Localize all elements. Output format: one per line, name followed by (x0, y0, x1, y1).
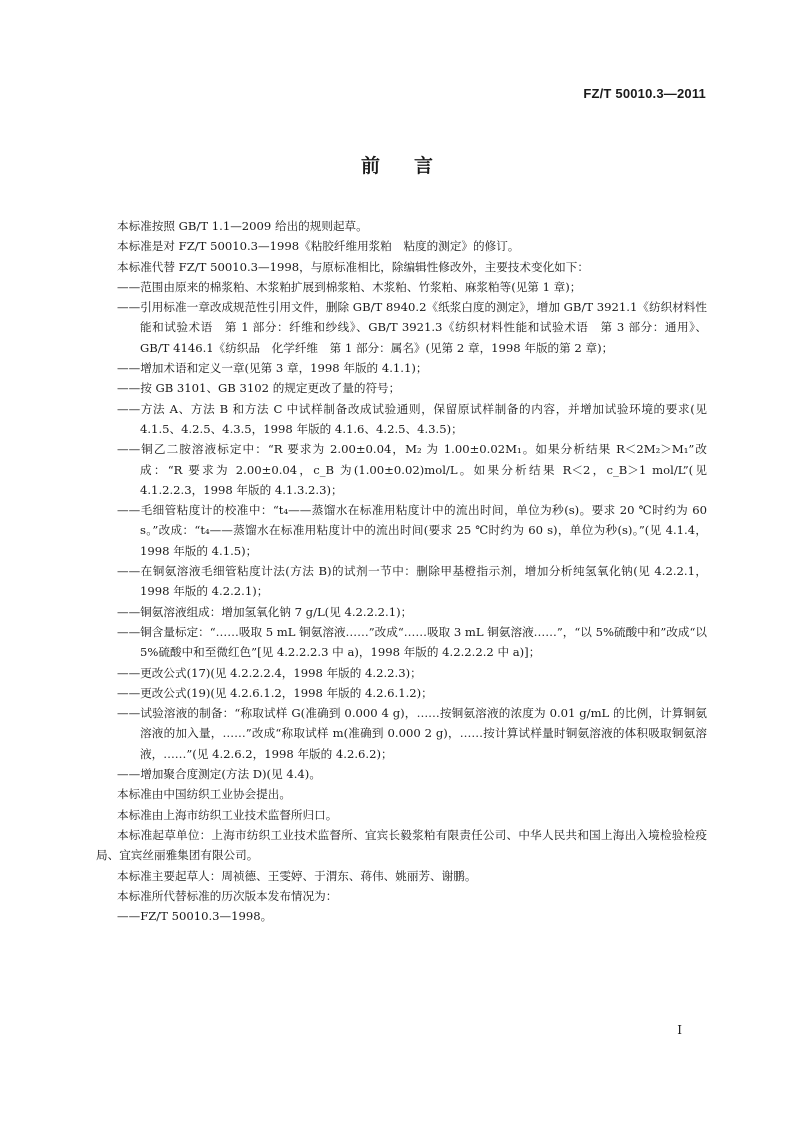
paragraph: 本标准由中国纺织工业协会提出。 (117, 787, 291, 802)
paragraph: 本标准代替 FZ/T 50010.3—1998，与原标准相比，除编辑性修改外，主要技术变化如下： (117, 259, 589, 274)
change-item: ——铜乙二胺溶液标定中：“R 要求为 2.00±0.04，M₂ 为 1.00±0.02M₁。如果分析结果 R＜2M₂＞M₁”改成：“R 要求为 2.00±0.04，c_B 为(1.00±0.02)mol/L。如果分析结果 R＜2，c_B＞1 mol/L”(见 4.1.2.2.3，1998 年版的 4.1.3.2.3)； (117, 442, 707, 497)
standard-code: FZ/T 50010.3—2011 (583, 86, 706, 101)
change-item: ——铜含量标定：“……吸取 5 mL 铜氨溶液……”改成“……吸取 3 mL 铜氨溶液……”，“以 5%硫酸中和”改成“以 5%硫酸中和至微红色”[见 4.2.2.2.3 中 a)，1998 年版的 4.2.2.2.2 中 a)]； (117, 624, 707, 660)
preface-body (96, 216, 707, 926)
change-item: ——增加术语和定义一章(见第 3 章，1998 年版的 4.1.1)； (117, 361, 428, 376)
paragraph: ——FZ/T 50010.3—1998。 (117, 909, 273, 924)
change-item: ——增加聚合度测定(方法 D)(见 4.4)。 (117, 767, 321, 782)
change-item: ——引用标准一章改成规范性引用文件，删除 GB/T 8940.2《纸浆白度的测定》，增加 GB/T 3921.1《纺织材料性能和试验术语 第 1 部分：纤维和纱线》、GB/T 3921.3《纺织材料性能和试验术语 第 3 部分：通用》、GB/T 4146.1《纺织品 化学纤维 第 1 部分：属名》(见第 2 章，1998 年版的第 2 章)； (117, 300, 707, 355)
change-item: ——在铜氨溶液毛细管粘度计法(方法 B)的试剂一节中：删除甲基橙指示剂，增加分析纯氢氧化钠(见 4.2.2.1，1998 年版的 4.2.2.1)； (117, 564, 707, 599)
paragraph: 本标准主要起草人：周祯德、王雯婷、于渭东、蒋伟、姚丽芳、谢鹏。 (117, 868, 477, 883)
change-item: ——按 GB 3101、GB 3102 的规定更改了量的符号； (117, 381, 401, 396)
change-item: ——更改公式(17)(见 4.2.2.2.4，1998 年版的 4.2.2.3)； (117, 665, 422, 680)
change-item: ——试验溶液的制备：“称取试样 G(准确到 0.000 4 g)，……按铜氨溶液的浓度为 0.01 g/mL 的比例，计算铜氨溶液的加入量，……”改成“称取试样 m(准确到 0.000 2 g)，……按计算试样量时铜氨溶液的体积吸取铜氨溶液，……”(见 4.2.6.2，1998 年版的 4.2.6.2)； (117, 706, 707, 761)
page-title: 前言 (360, 155, 467, 177)
change-item: ——铜氨溶液组成：增加氢氧化钠 7 g/L(见 4.2.2.2.1)； (117, 604, 413, 619)
paragraph: 本标准起草单位：上海市纺织工业技术监督所、宜宾长毅浆粕有限责任公司、中华人民共和国上海出入境检验检疫局、宜宾丝丽雅集团有限公司。 (96, 827, 707, 863)
change-item: ——更改公式(19)(见 4.2.6.1.2，1998 年版的 4.2.6.1.2)； (117, 685, 433, 700)
change-item: ——范围由原来的棉浆粕、木浆粕扩展到棉浆粕、木浆粕、竹浆粕、麻浆粕等(见第 1 章)； (117, 279, 582, 294)
page-number: I (677, 1023, 682, 1037)
paragraph: 本标准所代替标准的历次版本发布情况为： (117, 888, 338, 903)
paragraph: 本标准由上海市纺织工业技术监督所归口。 (117, 807, 338, 822)
paragraph: 本标准是对 FZ/T 50010.3—1998《粘胶纤维用浆粕 粘度的测定》的修订。 (117, 239, 520, 254)
change-item: ——毛细管粘度计的校准中：“t₄——蒸馏水在标准用粘度计中的流出时间，单位为秒(s)。要求 20 ℃时约为 60 s。”改成：“t₄——蒸馏水在标准用粘度计中的流出时间(要求 25 ℃时约为 60 s)，单位为秒(s)。”(见 4.1.4，1998 年版的 4.1.5)； (117, 503, 707, 558)
change-item: ——方法 A、方法 B 和方法 C 中试样制备改成试验通则，保留原试样制备的内容，并增加试验环境的要求(见 4.1.5、4.2.5、4.3.5，1998 年版的 4.1.6、4.2.5、4.3.5)； (117, 401, 707, 436)
paragraph: 本标准按照 GB/T 1.1—2009 给出的规则起草。 (117, 219, 368, 233)
